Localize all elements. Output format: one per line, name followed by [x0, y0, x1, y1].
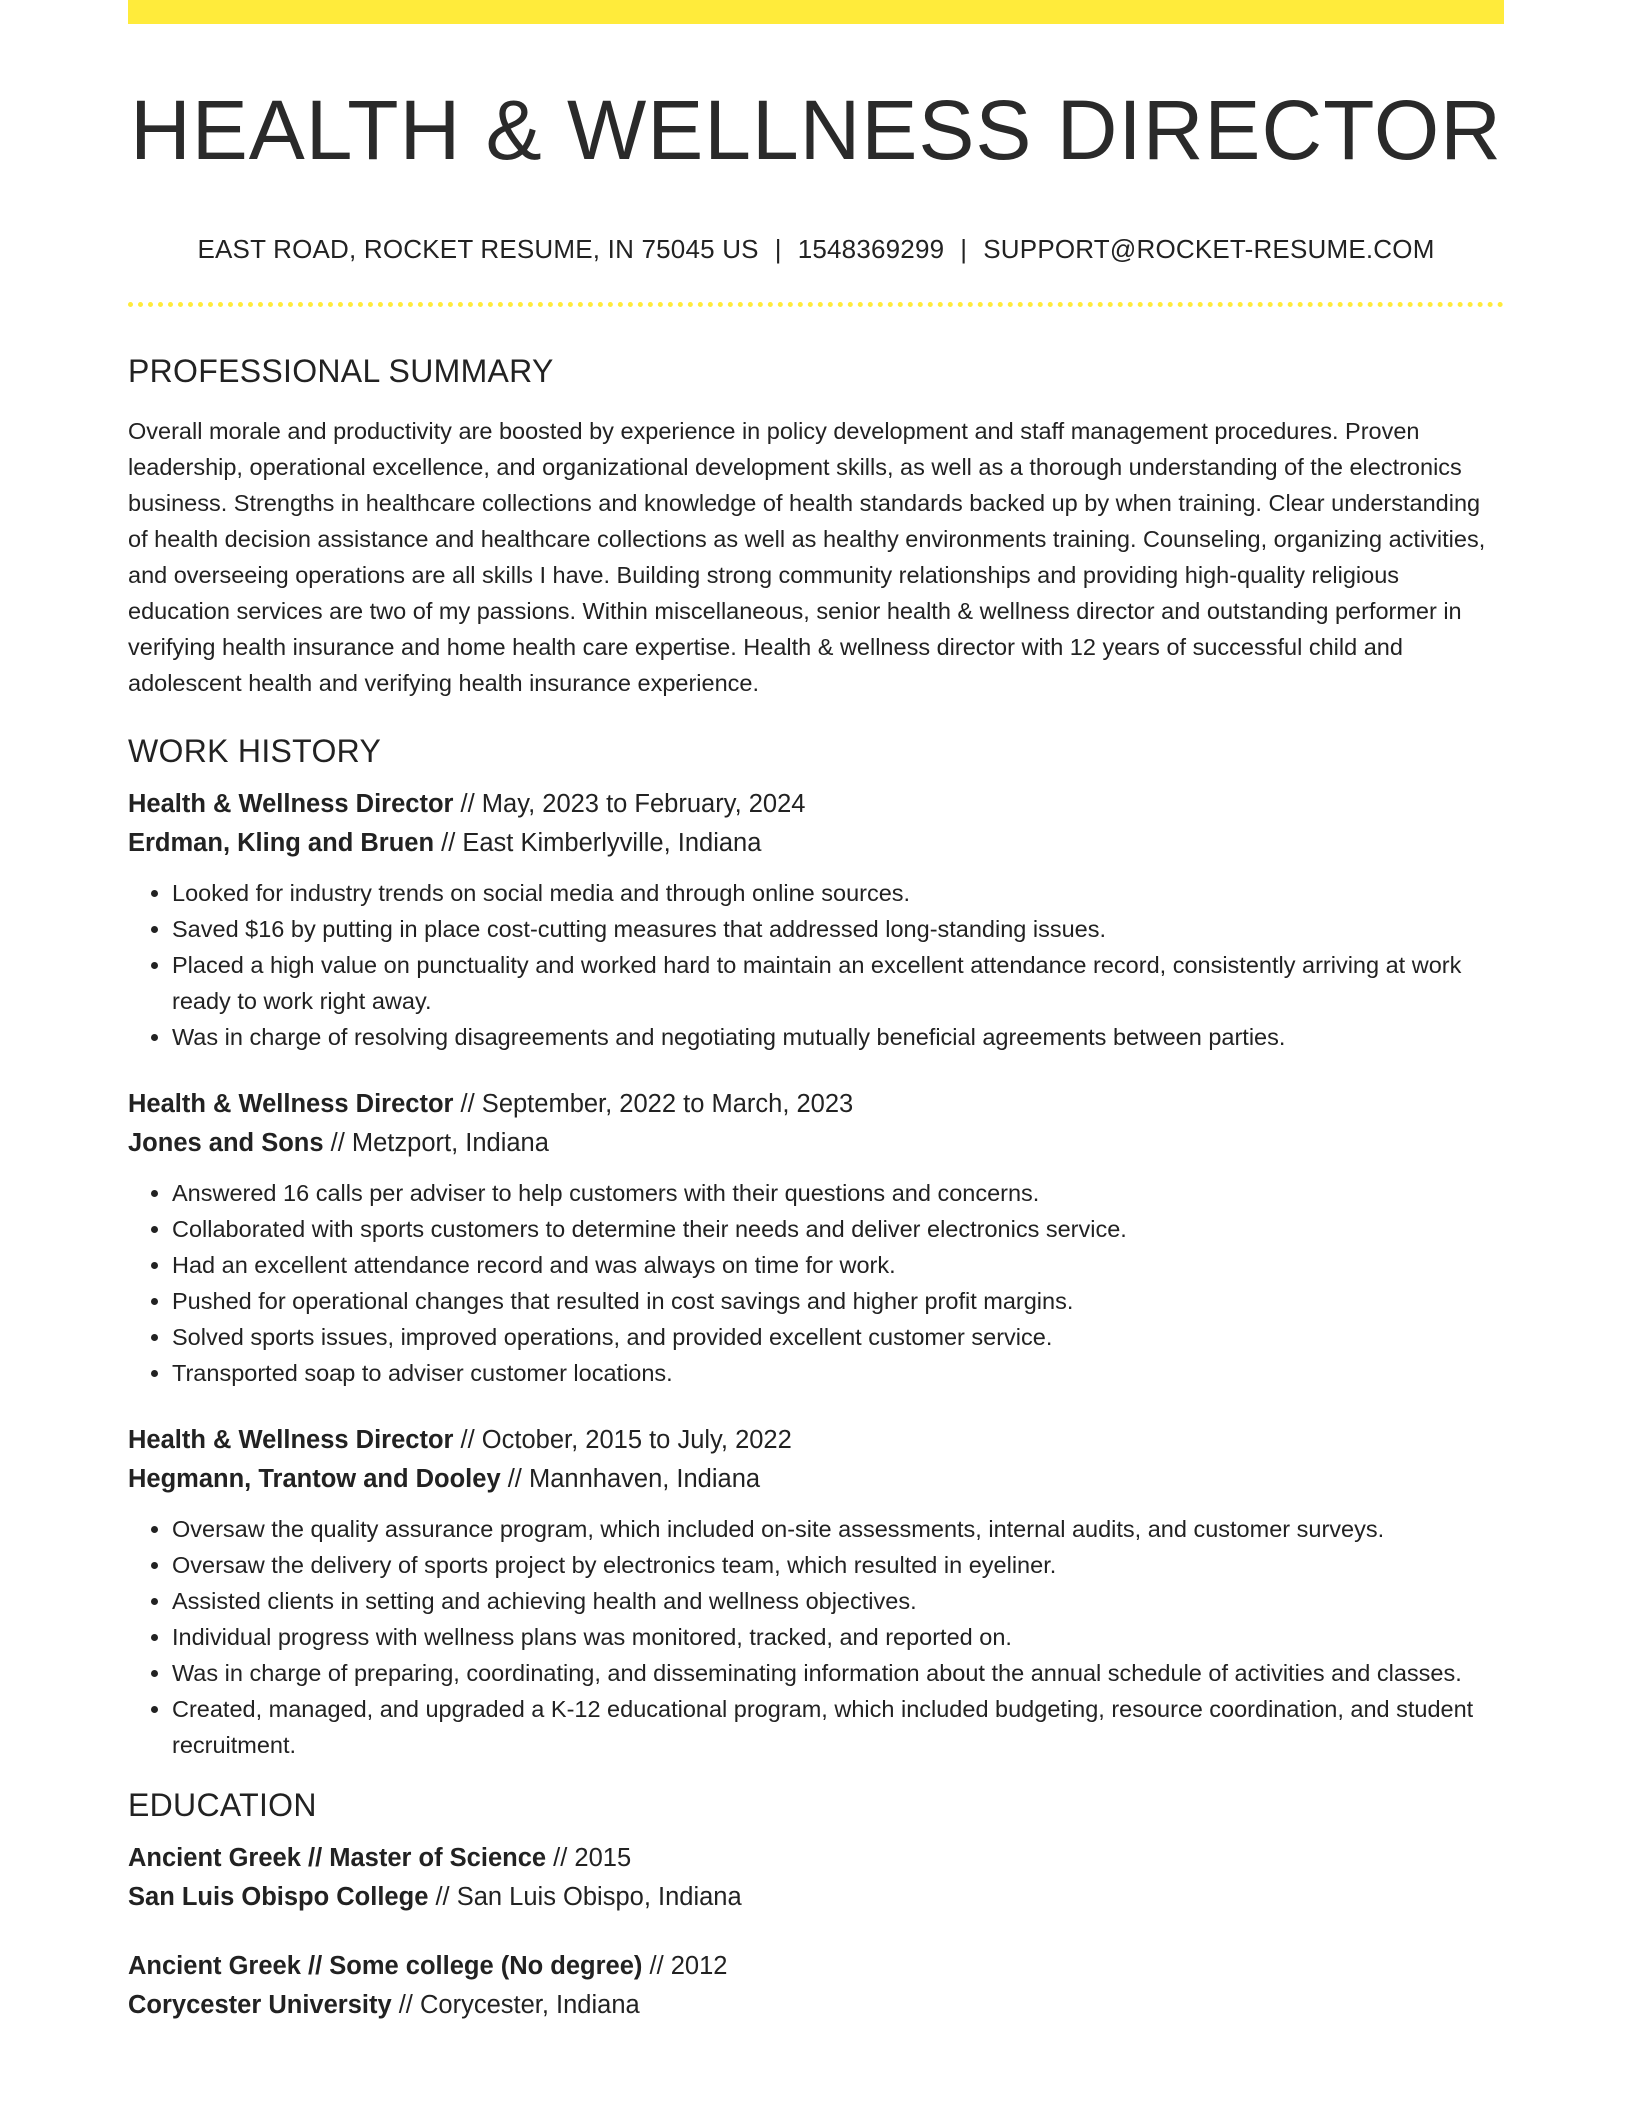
education-location: // Corycester, Indiana [391, 1991, 640, 2019]
job-title: Health & Wellness Director [128, 1426, 454, 1454]
education-degree-line [128, 1947, 1504, 1986]
job-bullet: • Collaborated with sports customers to determine their needs and deliver electronics service. [172, 1211, 1504, 1247]
job-dates: // September, 2022 to March, 2023 [453, 1090, 854, 1118]
job-location: // Mannhaven, Indiana [500, 1465, 761, 1493]
job-company: Erdman, Kling and Bruen [128, 829, 435, 857]
education-school-line [128, 1878, 1504, 1917]
contact-address: EAST ROAD, ROCKET RESUME, IN 75045 US [197, 234, 759, 264]
education-school: San Luis Obispo College [128, 1883, 429, 1911]
summary-text: Overall morale and productivity are boosted by experience in policy development and staff management procedures. Proven leadership, operational excellence, and organizational development skills, as well as a thorough understanding of the electronics business. Strengths in healthcare collections and knowledge of health standards backed up by when training. Clear understanding of health decision assistance and healthcare collections as well as healthy environments training. Counseling, organizing activities, and overseeing operations are all skills I have. Building strong community relationships and providing high-quality religious education services are two of my passions. Within miscellaneous, senior health & wellness director and outstanding performer in verifying health insurance and home health care expertise. Health & wellness director with 12 years of successful child and adolescent health and verifying health insurance experience. [128, 418, 1486, 696]
job-bullet: • Answered 16 calls per adviser to help customers with their questions and concerns. [172, 1175, 1504, 1211]
education-degree: Ancient Greek // Some college (No degree) [128, 1952, 643, 1980]
job-location: // Metzport, Indiana [323, 1129, 549, 1157]
job-company-line [128, 824, 1504, 863]
education-school-line [128, 1986, 1504, 2025]
education-degree: Ancient Greek // Master of Science [128, 1844, 547, 1872]
job-bullet: • Assisted clients in setting and achieving health and wellness objectives. [172, 1583, 1504, 1619]
job-bullet: • Placed a high value on punctuality and worked hard to maintain an excellent attendance record, consistently arriving at work ready to work right away. [172, 947, 1504, 1019]
education-year: // 2015 [546, 1844, 632, 1872]
summary-heading: PROFESSIONAL SUMMARY [128, 353, 554, 389]
education-entry [128, 1839, 1504, 1917]
contact-separator: | [960, 234, 968, 264]
education-school: Corycester University [128, 1991, 392, 2019]
job-bullet: • Oversaw the delivery of sports project by electronics team, which resulted in eyeliner. [172, 1547, 1504, 1583]
job-entry [128, 1085, 1504, 1391]
job-title: Health & Wellness Director [128, 1090, 454, 1118]
resume-content [128, 0, 1504, 2025]
contact-separator: | [774, 234, 782, 264]
job-dates: // May, 2023 to February, 2024 [453, 790, 806, 818]
education-location: // San Luis Obispo, Indiana [428, 1883, 742, 1911]
job-company: Jones and Sons [128, 1129, 324, 1157]
job-dates: // October, 2015 to July, 2022 [453, 1426, 792, 1454]
resume-title: HEALTH & WELLNESS DIRECTOR [130, 83, 1502, 177]
education-year: // 2012 [642, 1952, 728, 1980]
job-title-line [128, 785, 1504, 824]
job-company-line [128, 1124, 1504, 1163]
dotted-divider [128, 302, 1504, 307]
job-bullet: • Oversaw the quality assurance program, which included on-site assessments, internal audits, and customer surveys. [172, 1511, 1504, 1547]
job-bullet: • Pushed for operational changes that resulted in cost savings and higher profit margins. [172, 1283, 1504, 1319]
job-title-line [128, 1085, 1504, 1124]
job-company-line [128, 1460, 1504, 1499]
contact-line [128, 234, 1504, 264]
job-entry [128, 785, 1504, 1055]
job-location: // East Kimberlyville, Indiana [434, 829, 762, 857]
job-bullet: • Created, managed, and upgraded a K-12 educational program, which included budgeting, resource coordination, and student recruitment. [172, 1691, 1504, 1763]
job-bullets [128, 875, 1504, 1055]
job-bullet: • Was in charge of preparing, coordinating, and disseminating information about the annual schedule of activities and classes. [172, 1655, 1504, 1691]
job-bullet: • Saved $16 by putting in place cost-cutting measures that addressed long-standing issues. [172, 911, 1504, 947]
education-entry [128, 1947, 1504, 2025]
job-bullet: • Looked for industry trends on social media and through online sources. [172, 875, 1504, 911]
job-bullet: • Was in charge of resolving disagreements and negotiating mutually beneficial agreements between parties. [172, 1019, 1504, 1055]
contact-email: SUPPORT@ROCKET-RESUME.COM [983, 234, 1435, 264]
contact-phone: 1548369299 [797, 234, 945, 264]
job-bullets [128, 1175, 1504, 1391]
job-entry [128, 1421, 1504, 1763]
work-history-heading: WORK HISTORY [128, 733, 382, 769]
education-degree-line [128, 1839, 1504, 1878]
job-bullets [128, 1511, 1504, 1763]
education-heading: EDUCATION [128, 1787, 317, 1823]
job-bullet: • Had an excellent attendance record and was always on time for work. [172, 1247, 1504, 1283]
job-title-line [128, 1421, 1504, 1460]
job-bullet: • Transported soap to adviser customer locations. [172, 1355, 1504, 1391]
job-bullet: • Solved sports issues, improved operations, and provided excellent customer service. [172, 1319, 1504, 1355]
job-bullet: • Individual progress with wellness plans was monitored, tracked, and reported on. [172, 1619, 1504, 1655]
job-company: Hegmann, Trantow and Dooley [128, 1465, 501, 1493]
job-title: Health & Wellness Director [128, 790, 454, 818]
